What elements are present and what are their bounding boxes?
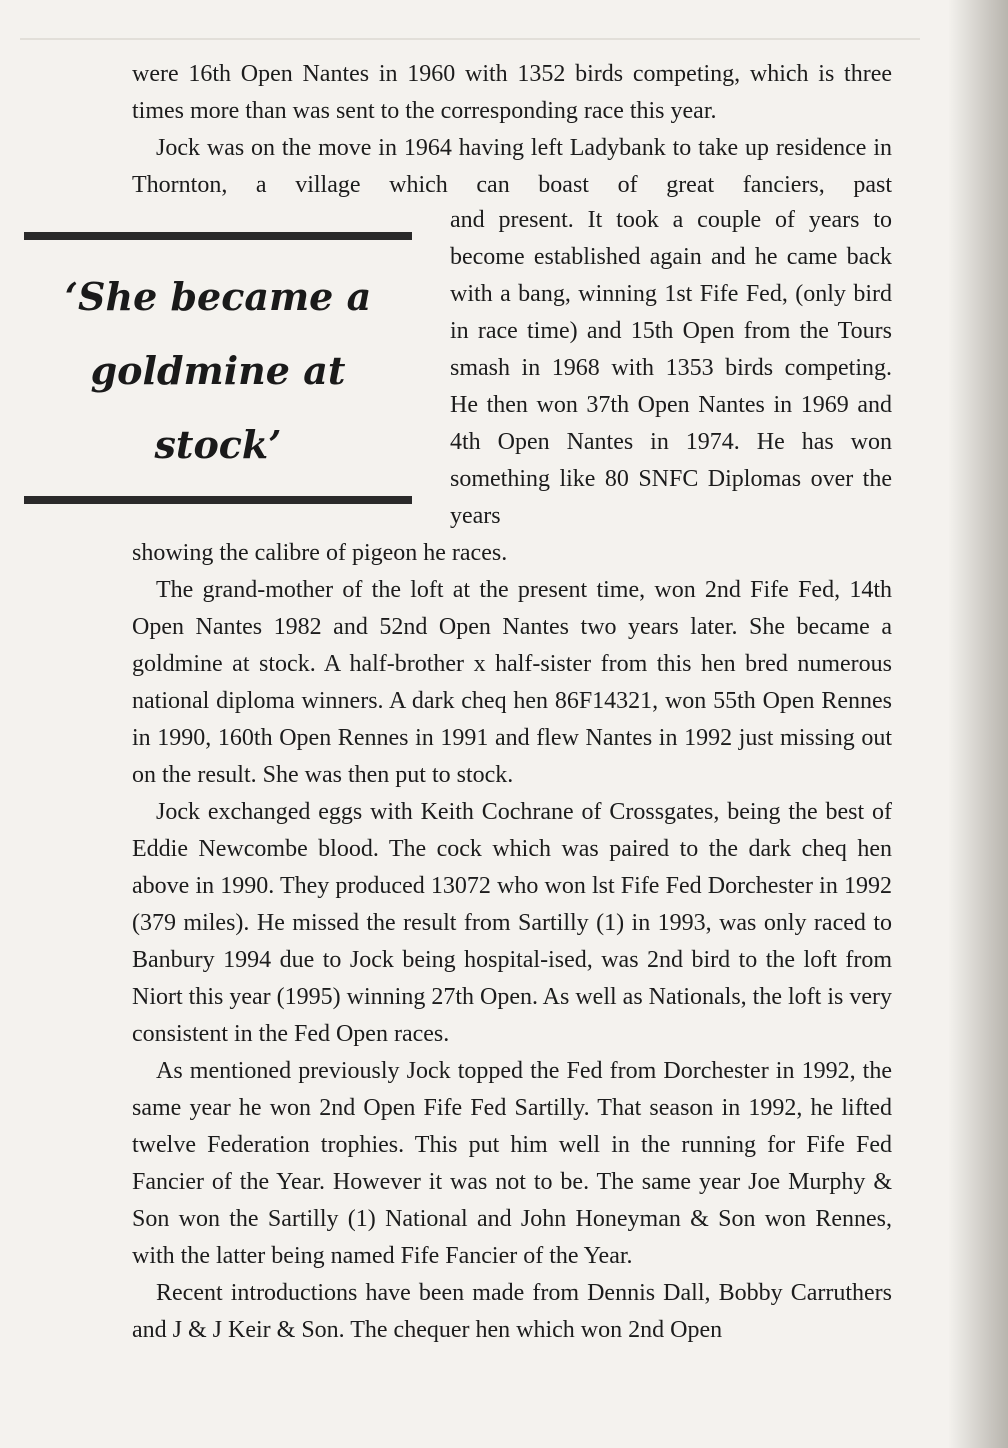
paragraph-p5: Recent introductions have been made from Dennis Dall, Bobby Carruthers and J & J Keir & Son. The chequer hen which won 2nd Open [132, 1280, 892, 1343]
paragraph-p1-full: Jock was on the move in 1964 having left Ladybank to take up residence in Thornton, a village which can boast of great fanciers, past [132, 135, 892, 198]
paragraph-p1-wrap: and present. It took a couple of years to become established again and he came back with a bang, winning 1st Fife Fed, (only bird in race time) and 15th Open from the Tours smash in 1968 with 1353 birds competing. He then won 37th Open Nantes in 1969 and 4th Open Nantes in 1974. He has won something like 80 SNFC Diplomas over the years [450, 207, 892, 529]
paragraph-p4: As mentioned previously Jock topped the Fed from Dorchester in 1992, the same year he won 2nd Open Fife Fed Sartilly. That season in 1992, he lifted twelve Federation trophies. This put him well in the running for Fife Fed Fancier of the Year. However it was not to be. The same year Joe Murphy & Son won the Sartilly (1) National and John Honeyman & Son won Rennes, with the latter being named Fife Fancier of the Year. [132, 1058, 892, 1269]
paragraph-p1-tail: showing the calibre of pigeon he races. [132, 540, 508, 566]
body-column-wrap [450, 202, 892, 535]
paragraph-p3: Jock exchanged eggs with Keith Cochrane of Crossgates, being the best of Eddie Newcombe blood. The cock which was paired to the dark cheq hen above in 1990. They produced 13072 who won lst Fife Fed Dorchester in 1992 (379 miles). He missed the result from Sartilly (1) in 1993, was only raced to Banbury 1994 due to Jock being hospital-ised, was 2nd bird to the loft from Niort this year (1995) winning 27th Open. As well as Nationals, the loft is very consistent in the Fed Open races. [132, 799, 892, 1047]
pull-quote-text [24, 260, 412, 482]
pull-quote-line-2: goldmine at [90, 348, 346, 393]
pull-quote [24, 228, 412, 506]
paragraph-intro: were 16th Open Nantes in 1960 with 1352 birds competing, which is three times more than was sent to the corresponding race this year. [132, 61, 892, 124]
page-binding-shadow [948, 0, 1008, 1448]
page-top-rule [20, 38, 920, 40]
paragraph-p2: The grand-mother of the loft at the present time, won 2nd Fife Fed, 14th Open Nantes 1982 and 52nd Open Nantes two years later. She became a goldmine at stock. A half-brother x half-sister from this hen bred numerous national diploma winners. A dark cheq hen 86F14321, won 55th Open Rennes in 1990, 160th Open Rennes in 1991 and flew Nantes in 1992 just missing out on the result. She was then put to stock. [132, 577, 892, 788]
body-column-top [132, 56, 892, 204]
pull-quote-bottom-rule [24, 496, 412, 504]
body-column-bottom [132, 535, 892, 1349]
pull-quote-top-rule [24, 232, 412, 240]
pull-quote-line-1: ‘She became a [64, 274, 372, 319]
pull-quote-line-3: stock’ [154, 422, 282, 467]
